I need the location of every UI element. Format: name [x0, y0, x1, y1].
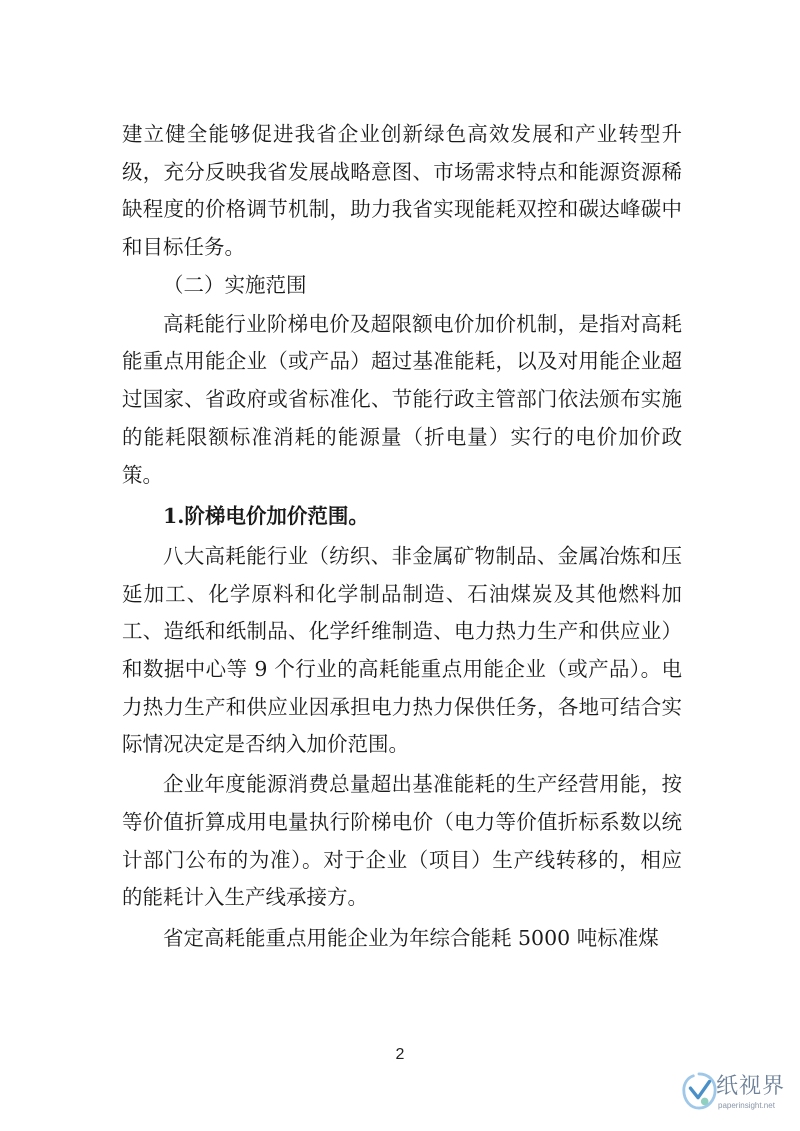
subheading-tiered-price-scope [122, 498, 682, 536]
paragraph-provincial-threshold-text: 省定高耗能重点用能企业为年综合能耗 5000 吨标准煤 [163, 925, 659, 950]
paragraph-industries-text: 八大高耗能行业（纺织、非金属矿物制品、金属冶炼和压延加工、化学原料和化学制品制造、石油煤炭及其他燃料加工、造纸和纸制品、化学纤维制造、电力热力生产和供应业）和数据中心等 9 个行业的高耗能重点用能企业（或产品）。电力热力生产和供应业因承担电力热力保供任务，各地可结合实际情况决定是否纳入加价范围。 [122, 543, 682, 757]
page-number: 2 [395, 1046, 405, 1063]
paragraph-industries [122, 538, 682, 764]
paragraph-energy-consumption [122, 766, 682, 917]
watermark-url: paperinsight.net [718, 1101, 775, 1110]
paragraph-provincial-threshold [122, 920, 682, 958]
paragraph-scope-definition [122, 306, 682, 495]
paragraph-goal-text: 建立健全能够促进我省企业创新绿色高效发展和产业转型升级，充分反映我省发展战略意图、市场需求特点和能源资源稀缺程度的价格调节机制，助力我省实现能耗双控和碳达峰碳中和目标任务。 [122, 122, 682, 260]
section-heading-text: （二）实施范围 [163, 273, 307, 297]
paperinsight-logo-icon [680, 1071, 718, 1111]
paragraph-energy-consumption-text: 企业年度能源消费总量超出基准能耗的生产经营用能，按等价值折算成用电量执行阶梯电价（电力等价值折标系数以统计部门公布的为准）。对于企业（项目）生产线转移的，相应的能耗计入生产线承接方。 [122, 772, 682, 910]
watermark [680, 1065, 790, 1123]
paragraph-scope-definition-text: 高耗能行业阶梯电价及超限额电价加价机制，是指对高耗能重点用能企业（或产品）超过基准能耗，以及对用能企业超过国家、省政府或省标准化、节能行政主管部门依法颁布实施的能耗限额标准消耗的能源量（折电量）实行的电价加价政策。 [122, 311, 682, 487]
subheading-text: 1.阶梯电价加价范围。 [163, 504, 369, 529]
watermark-brand: 纸视界 [716, 1074, 786, 1099]
document-body [122, 116, 682, 958]
section-heading-scope [122, 267, 682, 305]
paragraph-goal [122, 116, 682, 266]
